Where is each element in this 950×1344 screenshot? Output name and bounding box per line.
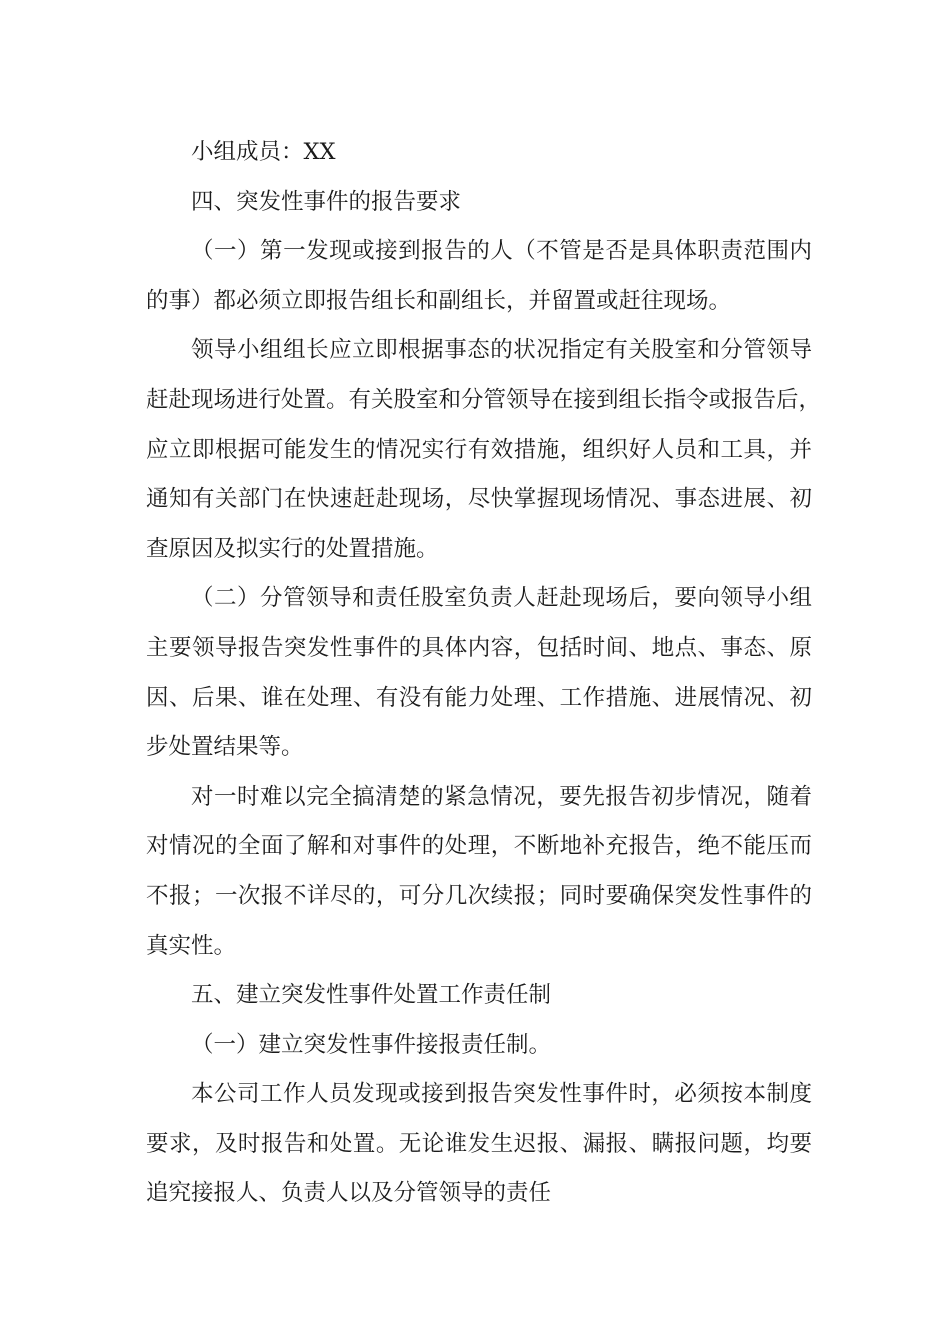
paragraph-line: 查原因及拟实行的处置措施。	[146, 535, 439, 562]
section-heading-4: 四、突发性事件的报告要求	[191, 188, 462, 215]
document-body	[146, 128, 822, 1219]
paragraph-line: 应立即根据可能发生的情况实行有效措施，组织好人员和工具，并	[146, 436, 812, 463]
paragraph-line: 领导小组组长应立即根据事态的状况指定有关股室和分管领导	[191, 337, 812, 364]
subsection-heading: （一）建立突发性事件接报责任制。	[191, 1031, 552, 1058]
paragraph-line: 通知有关部门在快速赶赴现场，尽快掌握现场情况、事态进展、初	[146, 486, 812, 513]
paragraph-line: 对一时难以完全搞清楚的紧急情况，要先报告初步情况，随着	[191, 783, 812, 810]
paragraph-line: （二）分管领导和责任股室负责人赶赴现场后，要向领导小组	[191, 585, 812, 612]
paragraph-line: 不报；一次报不详尽的，可分几次续报；同时要确保突发性事件的	[146, 882, 812, 909]
paragraph-line: 要求，及时报告和处置。无论谁发生迟报、漏报、瞒报问题，均要	[146, 1130, 812, 1157]
paragraph-line: 真实性。	[146, 932, 237, 959]
paragraph-line: 的事）都必须立即报告组长和副组长，并留置或赶往现场。	[146, 287, 732, 314]
paragraph-line: 步处置结果等。	[146, 734, 304, 761]
paragraph-line: 赶赴现场进行处置。有关股室和分管领导在接到组长指令或报告后，	[146, 386, 822, 413]
section-heading-5: 五、建立突发性事件处置工作责任制	[191, 982, 552, 1009]
paragraph-line: 因、后果、谁在处理、有没有能力处理、工作措施、进展情况、初	[146, 684, 812, 711]
paragraph-line: 追究接报人、负责人以及分管领导的责任	[146, 1180, 552, 1207]
paragraph-line: 本公司工作人员发现或接到报告突发性事件时，必须按本制度	[191, 1081, 812, 1108]
paragraph-line: 主要领导报告突发性事件的具体内容，包括时间、地点、事态、原	[146, 634, 812, 661]
paragraph-line: 对情况的全面了解和对事件的处理，不断地补充报告，绝不能压而	[146, 833, 812, 860]
paragraph-line: （一）第一发现或接到报告的人（不管是否是具体职责范围内	[191, 238, 812, 265]
team-members-line: 小组成员：XX	[191, 139, 336, 165]
